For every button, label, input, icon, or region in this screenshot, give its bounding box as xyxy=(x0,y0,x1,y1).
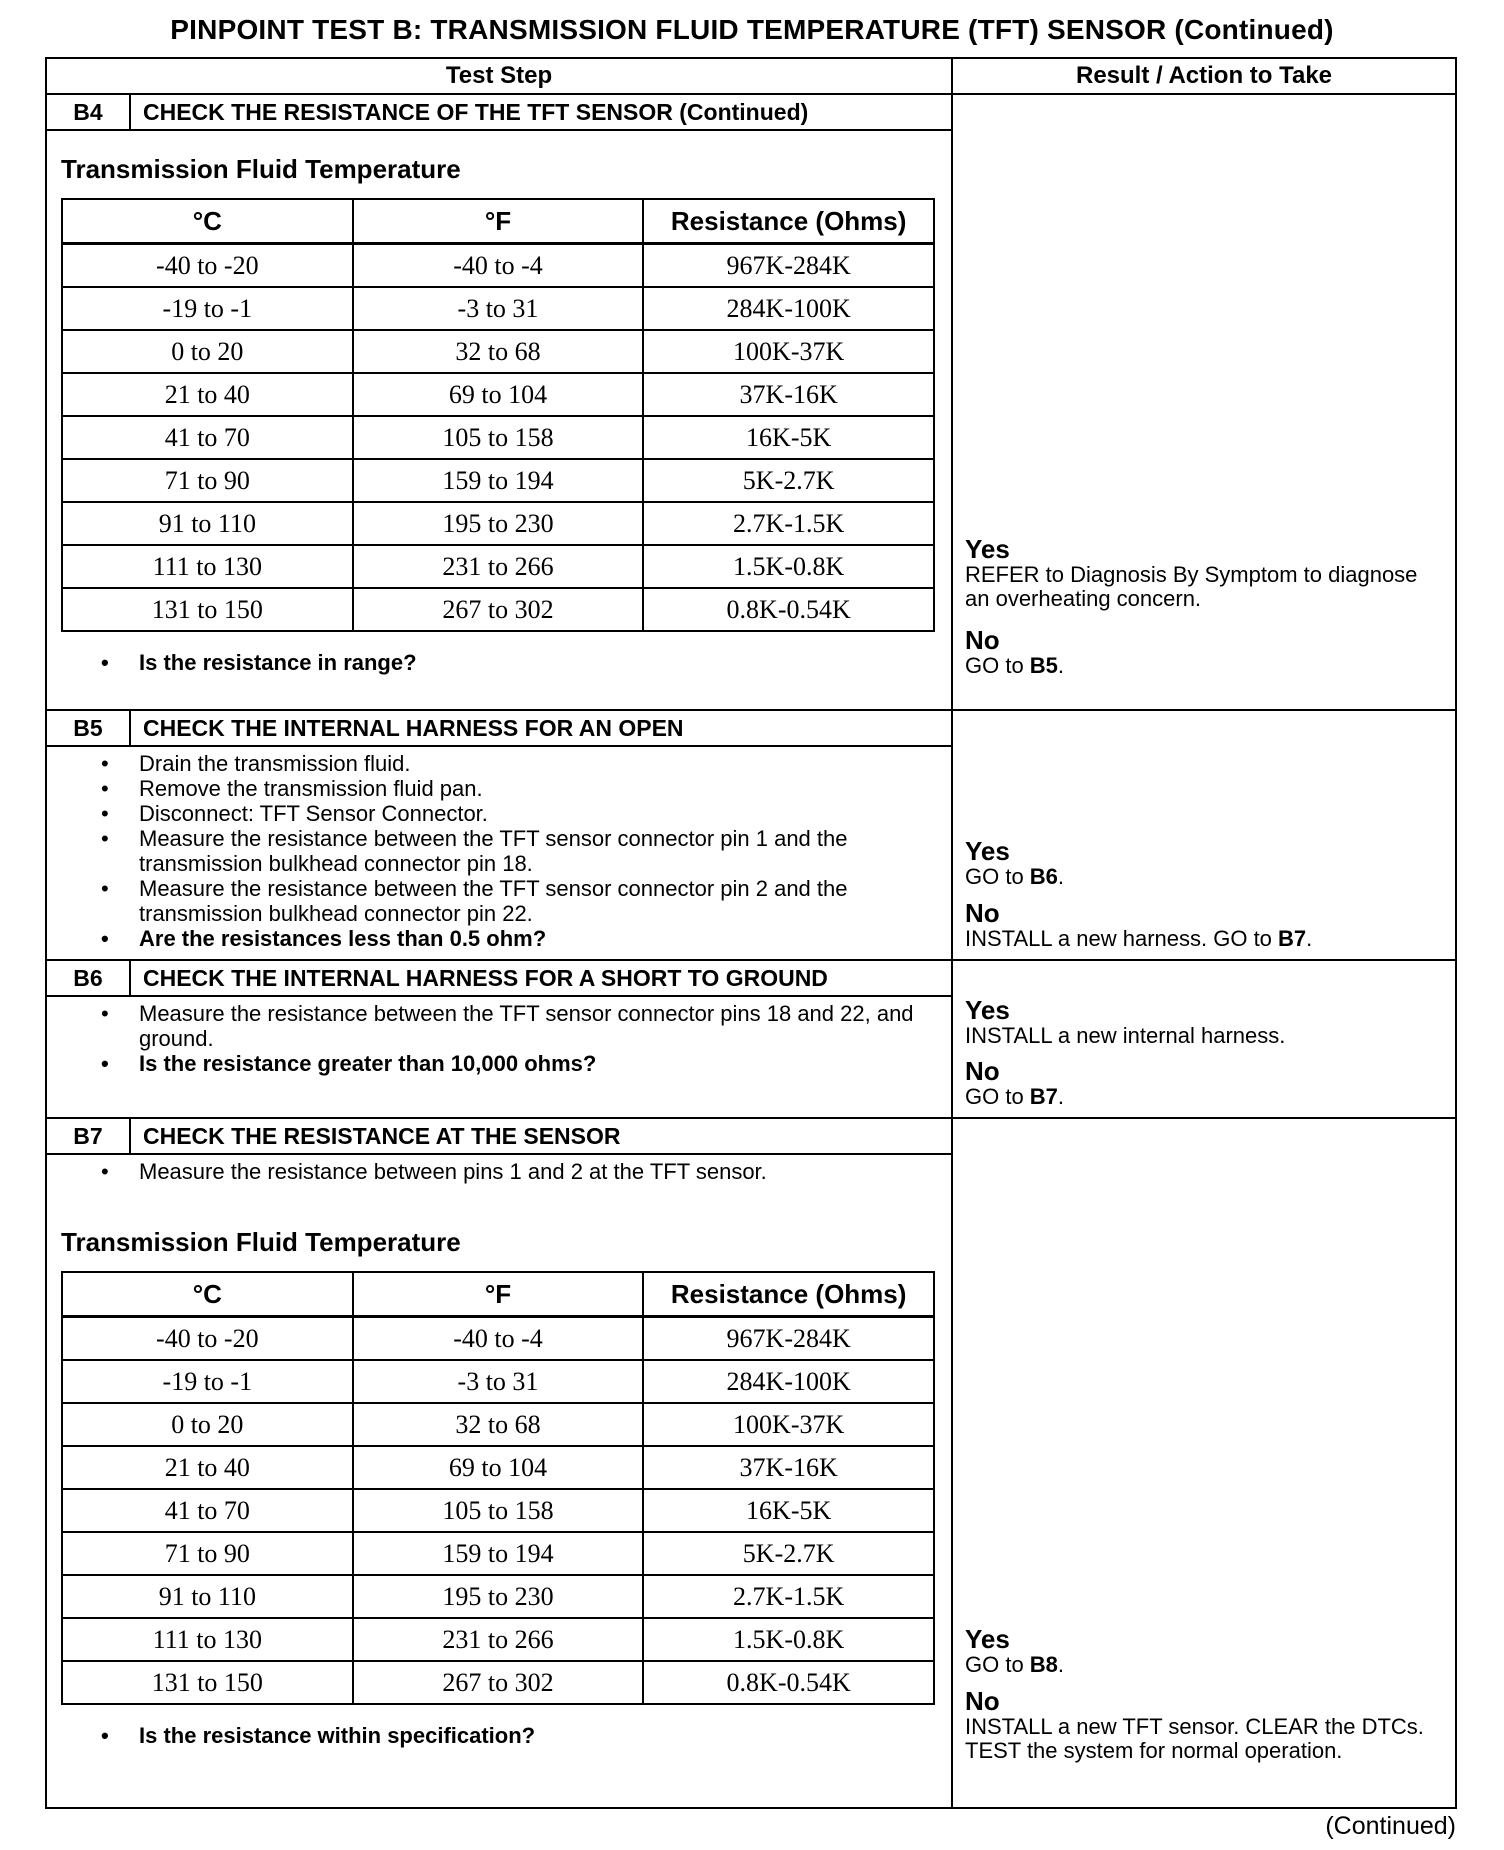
table-cell: 37K-16K xyxy=(643,1446,934,1489)
table-row xyxy=(62,1317,934,1361)
temp-table-title: Transmission Fluid Temperature xyxy=(61,1227,461,1257)
yes-action: GO to B8. xyxy=(965,1652,1065,1677)
list-item: • Drain the transmission fluid. xyxy=(139,751,937,776)
no-action: INSTALL a new TFT sensor. CLEAR the DTCs. TEST the system for normal operation. xyxy=(965,1714,1424,1763)
table-cell: 195 to 230 xyxy=(353,1575,644,1618)
column-header-resistance: Resistance (Ohms) xyxy=(643,1272,934,1317)
table-cell: 69 to 104 xyxy=(353,1446,644,1489)
table-cell: -40 to -4 xyxy=(353,1317,644,1361)
yes-label: Yes xyxy=(965,534,1010,564)
table-row xyxy=(62,1272,934,1317)
temperature-resistance-table xyxy=(61,1271,935,1705)
result-cell-b6 xyxy=(952,960,1456,1118)
no-action: GO to B5. xyxy=(965,653,1065,678)
list-item: • Measure the resistance between the TFT sensor connector pins 18 and 22, and ground. xyxy=(139,1001,937,1051)
table-cell: 71 to 90 xyxy=(62,1532,353,1575)
temp-table-title: Transmission Fluid Temperature xyxy=(61,154,461,184)
column-header-fahrenheit: °F xyxy=(353,1272,644,1317)
step-ref-link: B7 xyxy=(1278,926,1307,951)
test-step-header: Test Step xyxy=(46,58,952,94)
table-cell: 5K-2.7K xyxy=(643,459,934,502)
table-cell: 32 to 68 xyxy=(353,330,644,373)
step-ref-link: B7 xyxy=(1029,1084,1058,1109)
table-row xyxy=(62,287,934,330)
table-row xyxy=(62,330,934,373)
step-title: CHECK THE INTERNAL HARNESS FOR AN OPEN xyxy=(143,715,684,741)
table-cell: 100K-37K xyxy=(643,330,934,373)
table-cell: -3 to 31 xyxy=(353,1360,644,1403)
table-cell: -19 to -1 xyxy=(62,287,353,330)
table-cell: 21 to 40 xyxy=(62,1446,353,1489)
list-item: • Measure the resistance between the TFT sensor connector pin 2 and the transmission bulkhead connector pin 22. xyxy=(139,876,937,926)
table-cell: -40 to -4 xyxy=(353,244,644,288)
step-header-b7 xyxy=(47,1119,951,1155)
step-cell-b4 xyxy=(46,94,952,710)
no-label: No xyxy=(965,1056,1000,1086)
table-cell: -40 to -20 xyxy=(62,244,353,288)
yes-label: Yes xyxy=(965,995,1010,1025)
column-header-fahrenheit: °F xyxy=(353,199,644,244)
step-question: • Are the resistances less than 0.5 ohm? xyxy=(139,926,937,951)
table-cell: 105 to 158 xyxy=(353,1489,644,1532)
table-cell: 32 to 68 xyxy=(353,1403,644,1446)
table-cell: 21 to 40 xyxy=(62,373,353,416)
table-cell: 16K-5K xyxy=(643,1489,934,1532)
table-cell: 231 to 266 xyxy=(353,1618,644,1661)
table-row xyxy=(62,1403,934,1446)
table-cell: -40 to -20 xyxy=(62,1317,353,1361)
step-id: B7 xyxy=(47,1119,131,1153)
table-cell: 267 to 302 xyxy=(353,588,644,631)
table-cell: 111 to 130 xyxy=(62,1618,353,1661)
step-ref-link: B8 xyxy=(1029,1652,1058,1677)
table-cell: 111 to 130 xyxy=(62,545,353,588)
table-cell: 967K-284K xyxy=(643,1317,934,1361)
table-row xyxy=(62,1360,934,1403)
table-cell: 2.7K-1.5K xyxy=(643,502,934,545)
list-item: • Disconnect: TFT Sensor Connector. xyxy=(139,801,937,826)
temperature-resistance-table xyxy=(61,198,935,632)
table-cell: 1.5K-0.8K xyxy=(643,1618,934,1661)
pinpoint-test-table xyxy=(45,57,1457,1809)
continued-footer: (Continued) xyxy=(1325,1812,1456,1840)
step-title: CHECK THE INTERNAL HARNESS FOR A SHORT TO GROUND xyxy=(143,965,828,991)
table-row xyxy=(62,1532,934,1575)
step-cell-b7 xyxy=(46,1118,952,1808)
table-cell: 0 to 20 xyxy=(62,1403,353,1446)
table-cell: 2.7K-1.5K xyxy=(643,1575,934,1618)
table-cell: 41 to 70 xyxy=(62,416,353,459)
table-cell: 159 to 194 xyxy=(353,1532,644,1575)
table-cell: 5K-2.7K xyxy=(643,1532,934,1575)
table-row xyxy=(62,1618,934,1661)
table-cell: 195 to 230 xyxy=(353,502,644,545)
table-cell: 131 to 150 xyxy=(62,1661,353,1704)
step-row-b7 xyxy=(46,1118,1456,1808)
page-title: PINPOINT TEST B: TRANSMISSION FLUID TEMPERATURE (TFT) SENSOR (Continued) xyxy=(170,14,1334,45)
step-id: B6 xyxy=(47,961,131,995)
step-header-b5 xyxy=(47,711,951,747)
table-cell: -19 to -1 xyxy=(62,1360,353,1403)
table-row xyxy=(62,502,934,545)
yes-action: GO to B6. xyxy=(965,864,1065,889)
step-question: • Is the resistance within specification? xyxy=(139,1723,937,1748)
result-cell-b7 xyxy=(952,1118,1456,1808)
no-action: GO to B7. xyxy=(965,1084,1065,1109)
table-cell: 0.8K-0.54K xyxy=(643,588,934,631)
step-ref-link: B5 xyxy=(1029,653,1058,678)
table-row xyxy=(62,545,934,588)
step-cell-b5 xyxy=(46,710,952,960)
step-title: CHECK THE RESISTANCE OF THE TFT SENSOR (Continued) xyxy=(143,99,809,125)
table-row xyxy=(62,373,934,416)
step-row-b4 xyxy=(46,94,1456,710)
step-id: B4 xyxy=(47,95,131,129)
table-cell: -3 to 31 xyxy=(353,287,644,330)
step-question: • Is the resistance in range? xyxy=(139,650,937,675)
step-cell-b6 xyxy=(46,960,952,1118)
table-cell: 967K-284K xyxy=(643,244,934,288)
no-label: No xyxy=(965,625,1000,655)
result-header: Result / Action to Take xyxy=(952,58,1456,94)
result-cell-b5 xyxy=(952,710,1456,960)
column-header-celsius: °C xyxy=(62,1272,353,1317)
step-header-b6 xyxy=(47,961,951,997)
table-row xyxy=(62,1575,934,1618)
table-cell: 284K-100K xyxy=(643,1360,934,1403)
table-row xyxy=(62,1661,934,1704)
table-cell: 16K-5K xyxy=(643,416,934,459)
table-cell: 105 to 158 xyxy=(353,416,644,459)
yes-action: REFER to Diagnosis By Symptom to diagnose an overheating concern. xyxy=(965,562,1418,611)
table-row xyxy=(62,199,934,244)
step-row-b5 xyxy=(46,710,1456,960)
table-row xyxy=(62,1446,934,1489)
result-cell-b4 xyxy=(952,94,1456,710)
step-title: CHECK THE RESISTANCE AT THE SENSOR xyxy=(143,1123,621,1149)
step-row-b6 xyxy=(46,960,1456,1118)
table-row xyxy=(62,1489,934,1532)
table-header-row xyxy=(46,58,1456,94)
table-cell: 159 to 194 xyxy=(353,459,644,502)
list-item: • Measure the resistance between the TFT sensor connector pin 1 and the transmission bulkhead connector pin 18. xyxy=(139,826,937,876)
table-cell: 41 to 70 xyxy=(62,1489,353,1532)
table-row xyxy=(62,588,934,631)
column-header-celsius: °C xyxy=(62,199,353,244)
table-cell: 91 to 110 xyxy=(62,1575,353,1618)
list-item: • Remove the transmission fluid pan. xyxy=(139,776,937,801)
yes-label: Yes xyxy=(965,836,1010,866)
table-cell: 91 to 110 xyxy=(62,502,353,545)
yes-action: INSTALL a new internal harness. xyxy=(965,1023,1286,1048)
table-cell: 284K-100K xyxy=(643,287,934,330)
table-cell: 231 to 266 xyxy=(353,545,644,588)
table-cell: 0 to 20 xyxy=(62,330,353,373)
table-cell: 71 to 90 xyxy=(62,459,353,502)
column-header-resistance: Resistance (Ohms) xyxy=(643,199,934,244)
table-row xyxy=(62,459,934,502)
step-id: B5 xyxy=(47,711,131,745)
table-cell: 1.5K-0.8K xyxy=(643,545,934,588)
table-cell: 37K-16K xyxy=(643,373,934,416)
table-cell: 100K-37K xyxy=(643,1403,934,1446)
no-label: No xyxy=(965,898,1000,928)
table-cell: 0.8K-0.54K xyxy=(643,1661,934,1704)
yes-label: Yes xyxy=(965,1624,1010,1654)
table-row xyxy=(62,244,934,288)
table-row xyxy=(62,416,934,459)
no-action: INSTALL a new harness. GO to B7. xyxy=(965,926,1313,951)
step-ref-link: B6 xyxy=(1029,864,1058,889)
list-item: • Measure the resistance between pins 1 and 2 at the TFT sensor. xyxy=(139,1159,847,1184)
step-question: • Is the resistance greater than 10,000 ohms? xyxy=(139,1051,937,1076)
table-cell: 69 to 104 xyxy=(353,373,644,416)
table-cell: 267 to 302 xyxy=(353,1661,644,1704)
no-label: No xyxy=(965,1686,1000,1716)
table-cell: 131 to 150 xyxy=(62,588,353,631)
step-header-b4 xyxy=(47,95,951,131)
